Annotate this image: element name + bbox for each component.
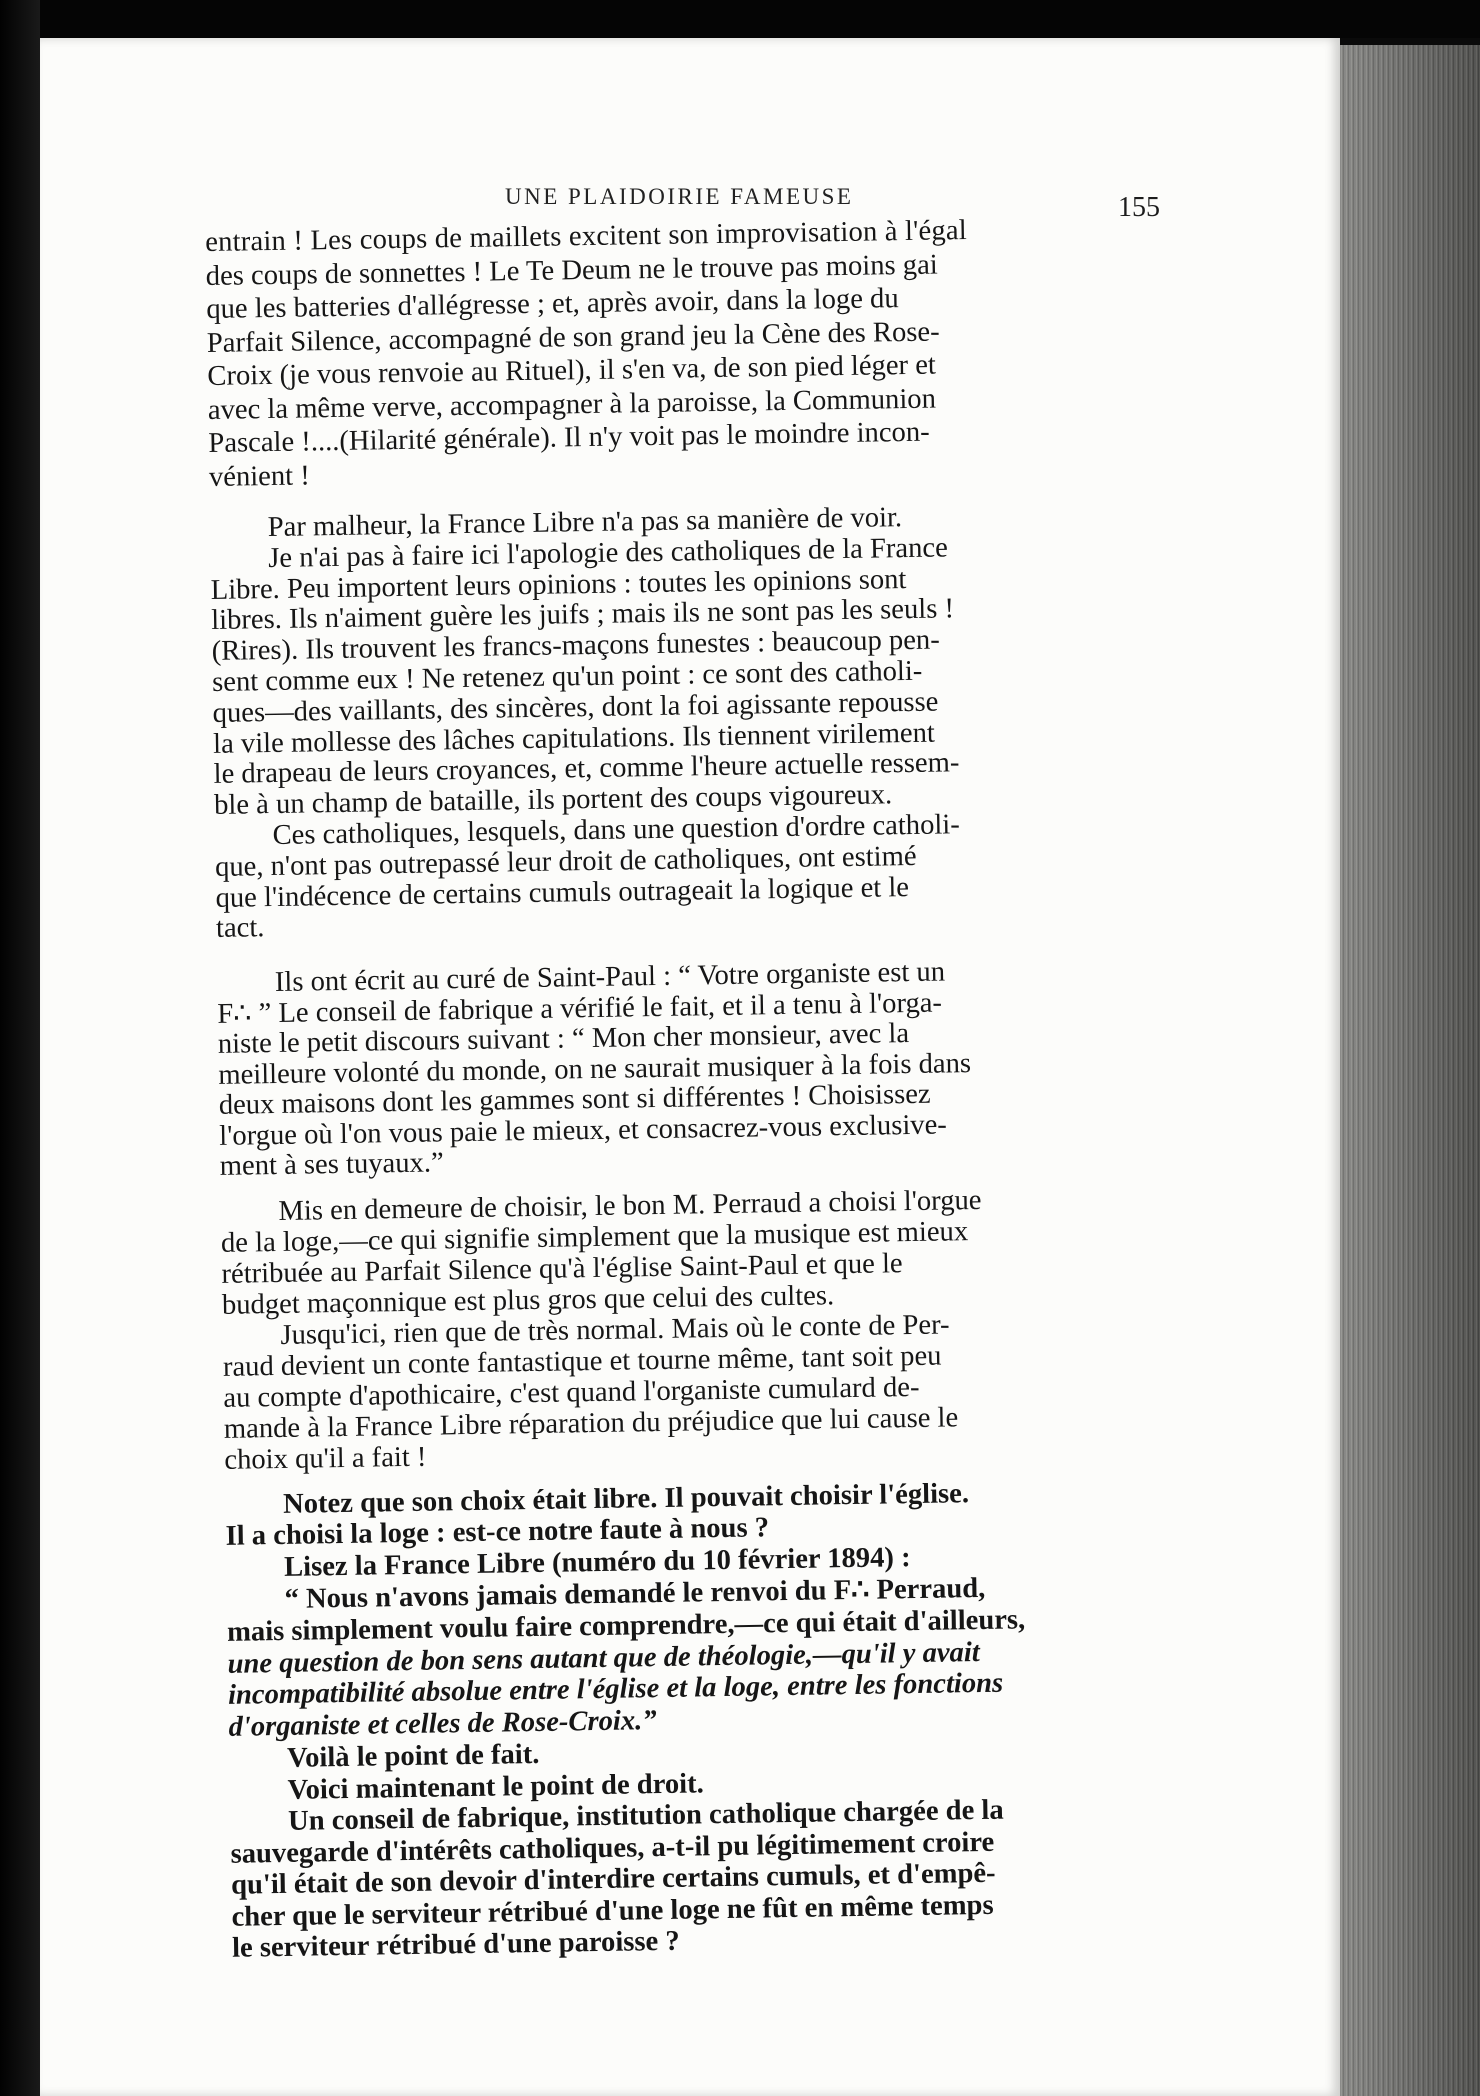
line-text: niste le petit discours suivant : “ Mon cher monsieur, avec la <box>217 1018 910 1061</box>
paragraph-3 <box>210 530 1146 822</box>
scanner-top-edge <box>0 0 1480 38</box>
line-text: Pascale !....(Hilarité générale). Il n'y voit pas le moindre incon- <box>208 416 930 459</box>
line-text: ment à ses tuyaux.” <box>219 1147 444 1183</box>
paragraph-1 <box>205 211 1141 494</box>
line-text: qu'il était de son devoir d'interdire certains cumuls, et d'empê- <box>230 1857 996 1901</box>
line-text: entrain ! Les coups de maillets excitent son improvisation à l'égal <box>205 215 968 258</box>
line-text: Un conseil de fabrique, institution catholique chargée de la <box>287 1794 1004 1837</box>
line-text: cher que le serviteur rétribué d'une loge ne fût en même temps <box>231 1889 994 1933</box>
scanner-left-edge <box>0 0 40 2096</box>
line-text: libres. Ils n'aiment guère les juifs ; mais ils ne sont pas les seuls ! <box>210 593 955 637</box>
line-text: vénient ! <box>208 459 311 493</box>
line-text: Par malheur, la France Libre n'a pas sa manière de voir. <box>267 502 903 544</box>
page-number: 155 <box>1118 192 1160 223</box>
line-text: Libre. Peu importent leurs opinions : toutes les opinions sont <box>210 563 907 606</box>
paragraph-7 <box>222 1306 1156 1476</box>
line-text: le serviteur rétribué d'une paroisse ? <box>231 1925 680 1964</box>
book-page-edges <box>1340 45 1480 2096</box>
line-text: l'orgue où l'on vous paie le mieux, et consacrez-vous exclusive- <box>219 1109 948 1152</box>
line-text: que les batteries d'allégresse ; et, après avoir, dans la loge du <box>206 283 899 325</box>
line-text: Jusqu'ici, rien que de très normal. Mais où le conte de Per- <box>280 1309 950 1351</box>
paragraph-4 <box>214 807 1148 945</box>
line-text: deux maisons dont les gammes sont si différentes ! Choisissez <box>218 1078 931 1122</box>
line-text: ques—des vaillants, des sincères, dont la foi agissante repousse <box>212 686 939 729</box>
line-text: F∴ ” Le conseil de fabrique a vérifié le fait, et il a tenu à l'orga- <box>217 987 943 1030</box>
line-text: choix qu'il a fait ! <box>224 1441 427 1476</box>
line-text: Ces catholiques, lesquels, dans une question d'ordre catholi- <box>272 809 961 851</box>
line-text: mande à la France Libre réparation du préjudice que lui cause le <box>223 1401 959 1445</box>
paragraph-6 <box>220 1182 1154 1321</box>
line-text: Voici maintenant le point de droit. <box>287 1767 705 1806</box>
line-text: rétribuée au Parfait Silence qu'à l'église Saint-Paul et que le <box>221 1247 903 1290</box>
line-text: d'organiste et celles de Rose-Croix.” <box>228 1705 657 1744</box>
line-text: “ Nous n'avons jamais demandé le renvoi du F∴ Perraud, <box>284 1572 986 1615</box>
line-text: Voilà le point de fait. <box>286 1738 540 1774</box>
line-text: Notez que son choix était libre. Il pouvait choisir l'église. <box>282 1477 970 1520</box>
line-text: une question de bon sens autant que de théologie,—qu'il y avait <box>227 1636 980 1680</box>
line-text: (Rires). Ils trouvent les francs-maçons funestes : beaucoup pen- <box>211 624 940 668</box>
body-text <box>205 211 1164 1964</box>
line-text: budget maçonnique est plus gros que celui des cultes. <box>221 1279 835 1321</box>
line-text: Il a choisi la loge : est-ce notre faute à nous ? <box>225 1512 770 1553</box>
line-text: de la loge,—ce qui signifie simplement que la musique est mieux <box>220 1215 969 1259</box>
line-text: Je n'ai pas à faire ici l'apologie des catholiques de la France <box>267 532 948 574</box>
line-text: Mis en demeure de choisir, le bon M. Perraud a choisi l'orgue <box>278 1184 982 1227</box>
line-text: Croix (je vous renvoie au Rituel), il s'en va, de son pied léger et <box>207 349 937 392</box>
paragraph-13 <box>230 1792 1164 1964</box>
line-text: le drapeau de leurs croyances, et, comme l'heure actuelle ressem- <box>213 747 960 791</box>
paragraph-5 <box>217 954 1152 1182</box>
line-text: Ils ont écrit au curé de Saint-Paul : “ Votre organiste est un <box>274 956 946 999</box>
line-text: sauvegarde d'intérêts catholiques, a-t-il pu légitimement croire <box>230 1826 995 1870</box>
line-text: que l'indécence de certains cumuls outrageait la logique et le <box>215 871 910 914</box>
line-text: au compte d'apothicaire, c'est quand l'organiste cumulard de- <box>223 1371 920 1414</box>
line-text: Lisez la France Libre (numéro du 10 février 1894) : <box>283 1542 911 1584</box>
line-text: incompatibilité absolue entre l'église et la loge, entre les fonctions <box>227 1668 1004 1712</box>
line-text: des coups de sonnettes ! Le Te Deum ne le trouve pas moins gai <box>205 248 938 292</box>
paragraph-10 <box>226 1570 1160 1744</box>
line-text: la vile mollesse des lâches capitulations. Ils tiennent virilement <box>212 717 936 760</box>
line-text: raud devient un conte fantastique et tourne même, tant soit peu <box>222 1340 942 1383</box>
line-text: meilleure volonté du monde, on ne saurait musiquer à la fois dans <box>218 1047 972 1091</box>
line-text: que, n'ont pas outrepassé leur droit de catholiques, ont estimé <box>214 840 917 883</box>
line-text: avec la même verve, accompagner à la paroisse, la Communion <box>207 383 937 426</box>
line-text: ble à un champ de bataille, ils portent des coups vigoureux. <box>213 779 893 822</box>
line-text: tact. <box>215 912 265 945</box>
line-text: mais simplement voulu faire comprendre,—ce qui était d'ailleurs, <box>226 1604 1026 1648</box>
running-head: UNE PLAIDOIRIE FAMEUSE <box>505 184 854 209</box>
line-text: sent comme eux ! Ne retenez qu'un point : ce sont des catholi- <box>211 655 923 698</box>
line-text: Parfait Silence, accompagné de son grand jeu la Cène des Rose- <box>206 315 940 359</box>
